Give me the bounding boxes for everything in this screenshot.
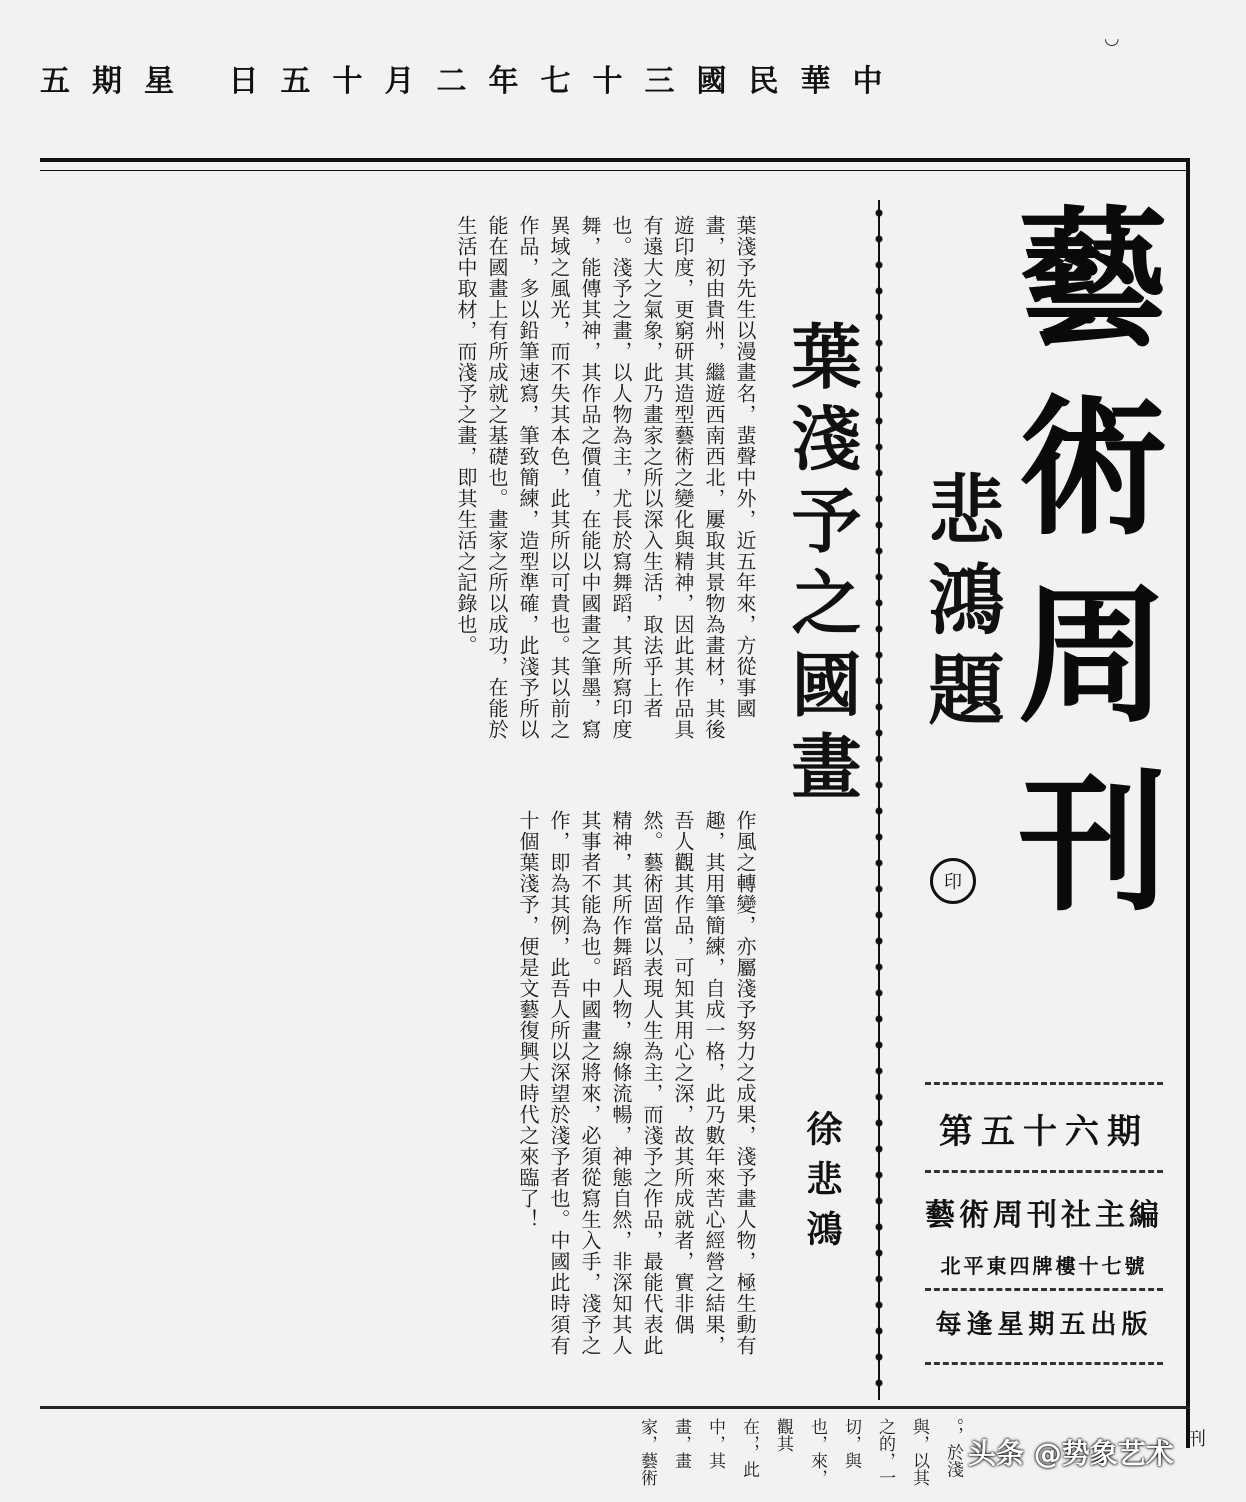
frame-top-rule xyxy=(40,158,1190,171)
frame-bottom-rule xyxy=(40,1406,1190,1409)
issue-number: 第五十六期 xyxy=(939,1112,1149,1152)
seal-glyph: 印 xyxy=(944,872,962,893)
foot-mark: 刊 xyxy=(1188,1429,1206,1450)
frame-right-rule xyxy=(1186,158,1190,1448)
dateline xyxy=(40,58,1120,98)
publish-line: 每逢星期五出版 xyxy=(935,1310,1153,1340)
corner-mark: ◡ xyxy=(1104,28,1120,49)
calligrapher-signature: 悲鴻題 xyxy=(916,470,1005,740)
watermark: 头条 @势象艺术 xyxy=(968,1437,1174,1470)
divider xyxy=(925,1362,1163,1365)
divider xyxy=(925,1288,1163,1291)
divider xyxy=(925,1082,1163,1085)
next-article-strip: 。，於淺與，以其之的，一切，與也，來，觀其在，，此中，其畫，畫家，藝術 xyxy=(637,1418,963,1486)
address-line: 北平東四牌樓十七號 xyxy=(940,1254,1148,1278)
masthead-title: 藝術周刊 xyxy=(992,200,1168,952)
dateline-text: 五期星 日五十月二年七十三國民華中 xyxy=(40,64,905,99)
issue-info-box xyxy=(905,1082,1183,1382)
article-body-upper: 葉淺予先生以漫畫名，蜚聲中外，近五年來，方從事國畫，初由貴州，繼遊西南西北，屢取其景物為畫材，其後遊印度，更窮研其造型藝術之變化與精神，因此其作品具有遠大之氣象，此乃畫家之所以深入生活，取法乎上者也。淺予之畫，以人物為主，尤長於寫舞蹈，其所寫印度舞，能傳其神，其作品之價值，在能以中國畫之筆墨，寫異域之風光，而不失其本色，此其所以可貴也。其以前之作品，多以鉛筆速寫，筆致簡練，造型準確，此淺予所以能在國畫上有所成就之基礎也。畫家之所以成功，在能於生活中取材，而淺予之畫，即其生活之記錄也。 xyxy=(454,215,757,740)
editor-line: 藝術周刊社主編 xyxy=(925,1198,1163,1233)
seal-stamp-icon xyxy=(930,858,976,904)
article-body-lower: 作風之轉變，亦屬淺予努力之成果，淺予畫人物，極生動有趣，其用筆簡練，自成一格，此乃數年來苦心經營之結果，吾人觀其作品，可知其用心之深，故其所成就者，實非偶然。藝術固當以表現人生為主，而淺予之作品，最能代表此精神，其所作舞蹈人物，線條流暢，神態自然，非深知其人其事者不能為也。中國畫之將來，必須從寫生入手，淺予之作，即為其例，此吾人所以深望於淺予者也。中國此時須有十個葉淺予，便是文藝復興大時代之來臨了！ xyxy=(516,810,757,1356)
article-title: 葉淺予之國畫 xyxy=(780,320,863,812)
ornamental-column-divider xyxy=(868,200,890,1400)
divider xyxy=(925,1170,1163,1173)
article-author: 徐悲鴻 xyxy=(801,1110,843,1260)
